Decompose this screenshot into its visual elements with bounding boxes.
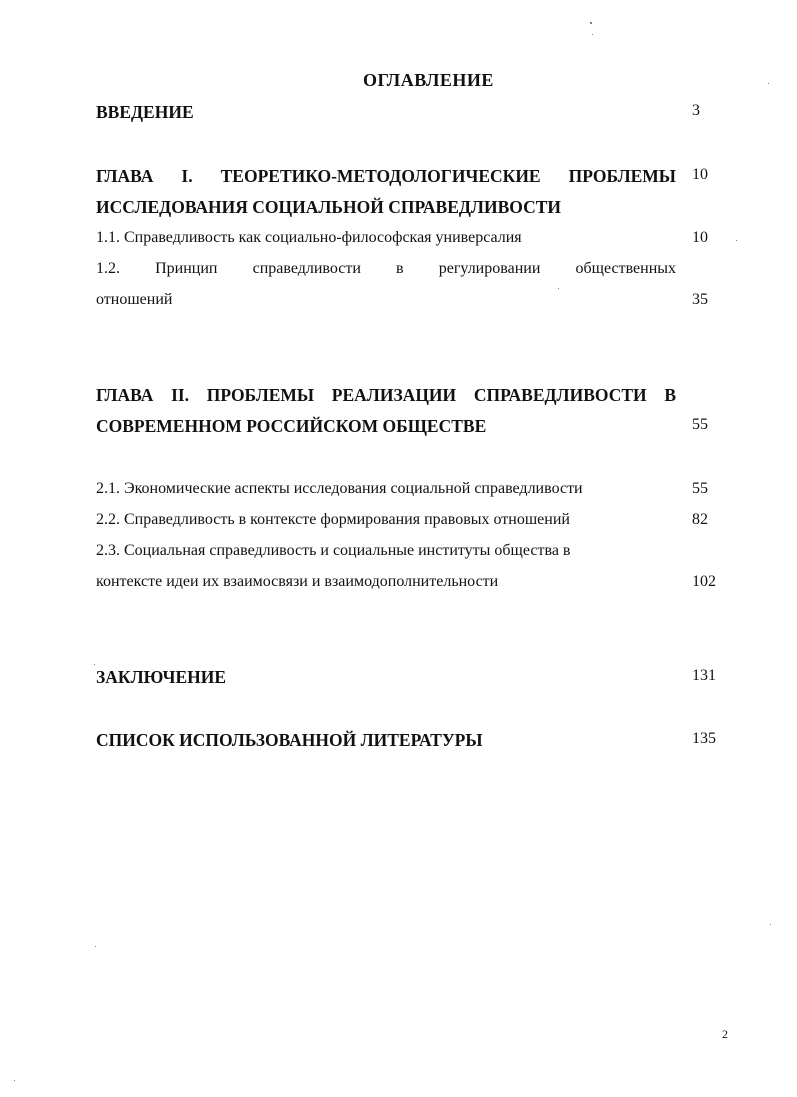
conclusion-label: ЗАКЛЮЧЕНИЕ xyxy=(96,667,227,687)
scan-speck xyxy=(768,83,769,84)
section-2-3-page: 102 xyxy=(692,573,716,590)
section-1-2-line-1: 1.2. Принцип справедливости в регулировании общественных xyxy=(96,260,676,277)
section-2-3-line-2: контексте идеи их взаимосвязи и взаимодополнительности xyxy=(96,573,499,590)
scan-speck xyxy=(736,240,737,241)
scan-speck xyxy=(14,1080,15,1081)
conclusion-page: 131 xyxy=(692,667,716,684)
scan-speck xyxy=(770,924,771,925)
toc-title: ОГЛАВЛЕНИЕ xyxy=(363,70,494,90)
chapter-1-title-line-2: ИССЛЕДОВАНИЯ СОЦИАЛЬНОЙ СПРАВЕДЛИВОСТИ xyxy=(96,197,561,217)
section-2-2-label: 2.2. Справедливость в контексте формирования правовых отношений xyxy=(96,511,570,528)
scan-speck xyxy=(592,34,593,35)
references-page: 135 xyxy=(692,730,716,747)
section-1-1-page: 10 xyxy=(692,229,708,246)
section-1-1-label: 1.1. Справедливость как социально-философская универсалия xyxy=(96,229,522,246)
scan-speck xyxy=(590,22,592,24)
section-1-2-line-2: отношений xyxy=(96,291,173,308)
section-2-1-page: 55 xyxy=(692,480,708,497)
chapter-2-page: 55 xyxy=(692,416,708,433)
chapter-1-page: 10 xyxy=(692,166,708,183)
chapter-2-title-line-2: СОВРЕМЕННОМ РОССИЙСКОМ ОБЩЕСТВЕ xyxy=(96,416,487,436)
chapter-1-title-line-1: ГЛАВА I. ТЕОРЕТИКО-МЕТОДОЛОГИЧЕСКИЕ ПРОБЛЕМЫ xyxy=(96,166,676,186)
entry-page: 3 xyxy=(692,102,700,119)
section-1-2-page: 35 xyxy=(692,291,708,308)
page-number: 2 xyxy=(722,1027,728,1041)
section-2-3-line-1: 2.3. Социальная справедливость и социальные институты общества в xyxy=(96,542,571,559)
scan-speck xyxy=(95,946,96,947)
scan-speck xyxy=(558,288,559,289)
chapter-2-title-line-1: ГЛАВА II. ПРОБЛЕМЫ РЕАЛИЗАЦИИ СПРАВЕДЛИВОСТИ В xyxy=(96,385,676,405)
scan-speck xyxy=(94,664,95,665)
entry-label: ВВЕДЕНИЕ xyxy=(96,102,194,122)
section-2-1-label: 2.1. Экономические аспекты исследования социальной справедливости xyxy=(96,480,583,497)
section-2-2-page: 82 xyxy=(692,511,708,528)
references-label: СПИСОК ИСПОЛЬЗОВАННОЙ ЛИТЕРАТУРЫ xyxy=(96,730,483,750)
